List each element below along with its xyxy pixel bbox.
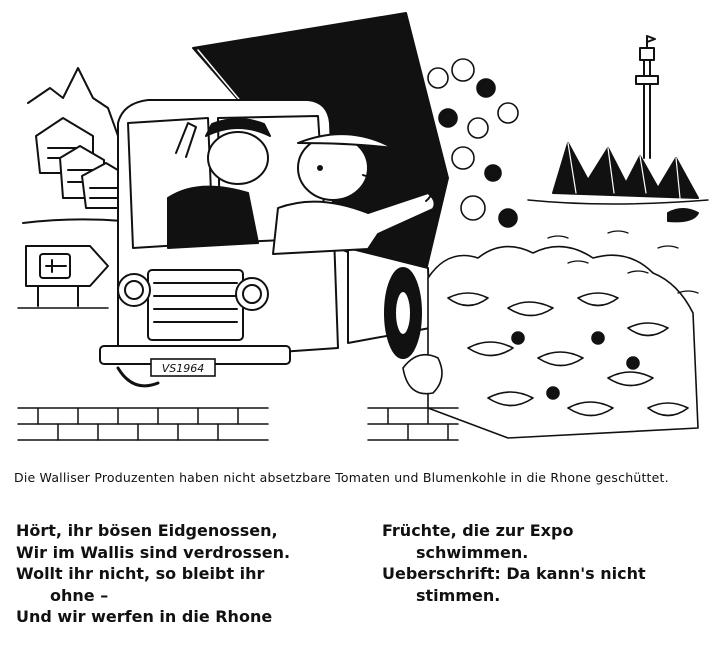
verse-line: Wir im Wallis sind verdrossen.	[16, 542, 291, 562]
verse-line: stimmen.	[416, 585, 501, 605]
license-plate	[151, 359, 215, 376]
license-plate-text: VS1964	[161, 362, 205, 375]
expo-tents-drawing	[528, 143, 708, 221]
verse-line: Wollt ihr nicht, so bleibt ihr	[16, 564, 265, 583]
cartoon-caption: Die Walliser Produzenten haben nicht absetzbare Tomaten und Blumenkohle in die Rhone geschüttet.	[14, 470, 669, 485]
verse-line: ohne –	[50, 585, 109, 605]
verse-line: Hört, ihr bösen Eidgenossen,	[16, 521, 278, 540]
verse-left-column	[16, 520, 376, 628]
verse-line: Früchte, die zur Expo	[382, 521, 574, 540]
signpost-drawing	[18, 246, 108, 308]
chalets-drawing	[23, 68, 128, 223]
pavement	[18, 408, 458, 440]
verse-right-column	[382, 520, 712, 606]
verse-line: schwimmen.	[416, 542, 529, 562]
expo-tower-drawing	[636, 36, 658, 158]
cartoon-illustration	[8, 8, 715, 448]
verse-line: Ueberschrift: Da kann's nicht	[382, 564, 646, 583]
produce-heap	[403, 59, 698, 438]
verse-line: Und wir werfen in die Rhone	[16, 607, 273, 626]
